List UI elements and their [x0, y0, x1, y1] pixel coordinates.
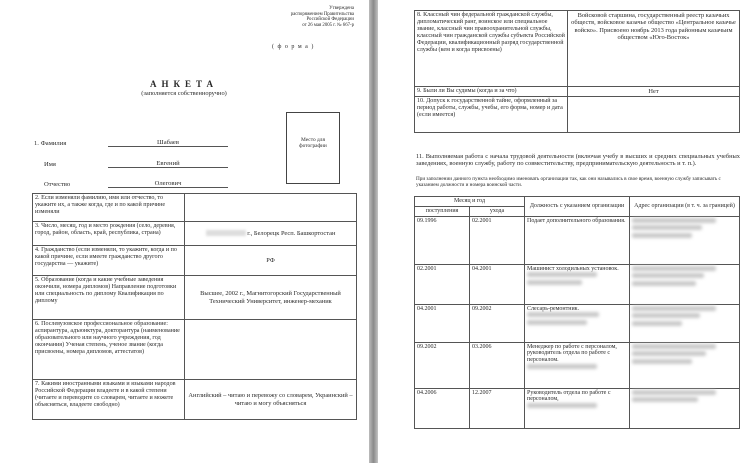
address-cell	[630, 342, 740, 388]
position-cell	[525, 304, 630, 342]
exit-header: ухода	[470, 206, 525, 216]
question-cell: 6. Послевузовское профессиональное образование: аспирантура, адъюнктура, докторантура (наименование образовательного или научного учреждения, год окончания) Ученая степень, ученое звание (когда присвоены, номера дипломов, аттестатов)	[33, 320, 185, 380]
table-row	[33, 246, 357, 276]
position-text: Руководитель отдела по работе с персоналом,	[527, 389, 611, 403]
surname-value: Шабаев	[108, 139, 228, 147]
approval-line: Российской Федерации	[306, 17, 354, 23]
month-year-header: Месяц и год	[415, 197, 525, 207]
answer-cell	[568, 97, 740, 133]
start-date-cell: 02.2001	[415, 264, 470, 304]
page-gutter	[369, 0, 378, 463]
end-date-cell: 09.2002	[470, 304, 525, 342]
name-label: Имя	[44, 161, 56, 168]
question-cell: 7. Какими иностранными языками и языками народов Российской Федерации владеете и в какой степени (читаете и переводите со словарем, читаете и можете объясняться, владеете свободно)	[33, 380, 185, 420]
position-text: Слесарь-ремонтник.	[527, 305, 580, 312]
end-date-cell: 12.2007	[470, 388, 525, 428]
answer-cell: РФ	[185, 246, 357, 276]
questionnaire-table-right	[414, 10, 740, 133]
answer-cell	[185, 222, 357, 246]
table-row	[415, 264, 740, 304]
start-date-cell: 04.2001	[415, 304, 470, 342]
question-cell: 3. Число, месяц, год и место рождения (село, деревня, город, район, область, край, республика, страна)	[33, 222, 185, 246]
end-date-cell: 04.2001	[470, 264, 525, 304]
table-row	[415, 97, 740, 133]
table-row	[415, 11, 740, 87]
approval-line: от 26 мая 2005 г. № 667-р	[302, 22, 354, 28]
start-date-cell: 09.2002	[415, 342, 470, 388]
question-cell: 5. Образование (когда и какие учебные заведения окончили, номера дипломов) Направление подготовки или специальность по диплому Квалификация по диплому	[33, 276, 185, 320]
table-row	[33, 380, 357, 420]
position-text: Менеджер по работе с персоналом, руководитель отдела по работе с персоналом.	[527, 343, 617, 364]
address-cell	[630, 216, 740, 264]
position-cell	[525, 388, 630, 428]
patronymic-value: Олегович	[108, 180, 228, 188]
table-row	[415, 388, 740, 428]
work-history-table	[414, 196, 740, 429]
start-date-cell: 09.1996	[415, 216, 470, 264]
anketa-subtitle: (заполняется собственноручно)	[141, 90, 227, 97]
approval-line: распоряжением Правительства	[290, 11, 354, 17]
table-row	[415, 342, 740, 388]
approval-block	[250, 6, 354, 28]
questionnaire-table-left	[32, 193, 357, 420]
table-row	[33, 194, 357, 222]
birth-place-value: г., Белорецк Респ. Башкортостан	[247, 229, 336, 237]
table-row	[415, 87, 740, 97]
table-row	[33, 222, 357, 246]
question-cell: 2. Если изменяли фамилию, имя или отчество, то укажите их, а также когда, где и по какой причине изменяли	[33, 194, 185, 222]
entry-header: поступления	[415, 206, 470, 216]
answer-cell	[185, 194, 357, 222]
answer-cell: Нет	[568, 87, 740, 97]
position-cell	[525, 342, 630, 388]
table-row	[33, 320, 357, 380]
answer-cell	[185, 320, 357, 380]
address-cell	[630, 304, 740, 342]
end-date-cell: 02.2001	[470, 216, 525, 264]
address-cell	[630, 264, 740, 304]
question-cell: 10. Допуск к государственной тайне, оформленный за период работы, службы, учебы, его форма, номер и дата (если имеется)	[415, 97, 568, 133]
work-history-heading: 11. Выполняемая работа с начала трудовой деятельности (включая учебу в высших и средних специальных учебных заведениях, военную службу, работу по совместительству, предпринимательскую деятельность и т. п.).	[416, 153, 740, 168]
patronymic-label: Отчество	[44, 181, 71, 188]
answer-cell: Войсковой старшина, государственный реестр казачьих обществ, войсковое казачье общество «Центральное казачье войско». Присвоено ноябрь 2013 года районным казачьим обществом «Юго-Восток»	[568, 11, 740, 87]
work-history-note: При заполнении данного пункта необходимо именовать организации так, как они назывались в свое время, военную службу записывать с указанием должности и номера воинской части.	[416, 176, 721, 188]
address-cell	[630, 388, 740, 428]
position-cell	[525, 264, 630, 304]
position-text: Машинист холодильных установок.	[527, 265, 619, 272]
table-row	[415, 304, 740, 342]
surname-label: 1. Фамилия	[34, 140, 67, 147]
redacted-date	[206, 230, 246, 236]
anketa-title: АНКЕТА	[149, 79, 219, 89]
table-header-row	[415, 197, 740, 207]
forma-label: ( ф о р м а )	[272, 44, 315, 50]
address-header: Адрес организации (в т. ч. за границей)	[630, 197, 740, 217]
name-value: Евгений	[108, 160, 228, 168]
approval-line: Утверждена	[329, 6, 354, 11]
question-cell: 8. Классный чин федеральной гражданской службы, дипломатический ранг, воинское или специальное звание, классный чин правоохранительной службы, классный чин гражданской службы субъекта Российской Федерации, квалификационный разряд государственной службы (кем и когда присвоены)	[415, 11, 568, 87]
photo-placeholder: Место для фотографии	[286, 112, 340, 184]
position-header: Должность с указанием организации	[525, 197, 630, 217]
start-date-cell: 04.2006	[415, 388, 470, 428]
position-cell: Подает дополнительного образования.	[525, 216, 630, 264]
answer-cell: Высшее, 2002 г., Магнитогорский Государственный Технический Университет, инженер-механик	[185, 276, 357, 320]
question-cell: 9. Были ли Вы судимы (когда и за что)	[415, 87, 568, 97]
answer-cell: Английский – читаю и перевожу со словарем, Украинский – читаю и могу объясняться	[185, 380, 357, 420]
end-date-cell: 03.2006	[470, 342, 525, 388]
table-row	[415, 216, 740, 264]
table-row	[33, 276, 357, 320]
question-cell: 4. Гражданство (если изменяли, то укажите, когда и по какой причине, если имеете гражданство другого государства — укажите)	[33, 246, 185, 276]
